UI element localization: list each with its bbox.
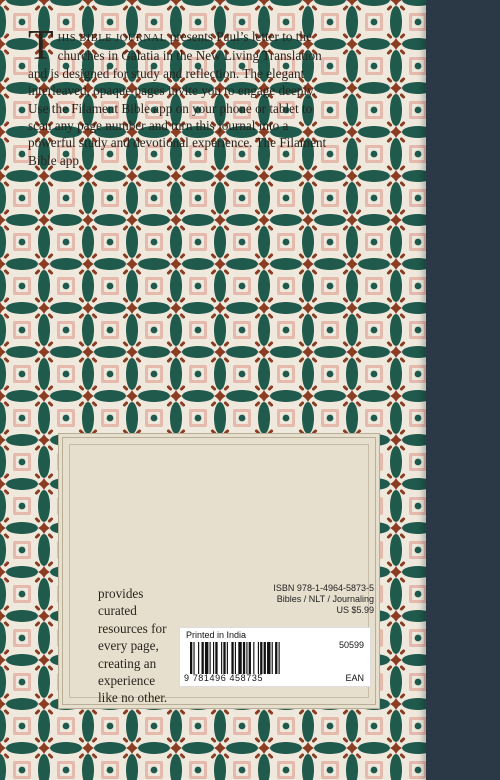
category-line: Bibles / NLT / Journaling — [276, 594, 374, 604]
drop-cap: T — [28, 23, 54, 69]
barcode-digits: 9 781496 458735 — [184, 673, 264, 683]
barcode-box — [179, 627, 371, 687]
description-text — [28, 23, 328, 169]
small-caps-lead: HIS BIBLE JOURNAL — [57, 33, 167, 44]
book-spine — [426, 0, 500, 780]
barcode-addon-number: 50599 — [338, 640, 364, 650]
printed-in-label: Printed in India — [186, 630, 247, 640]
ean-label: EAN — [345, 673, 364, 683]
isbn-block — [230, 583, 374, 616]
price-label: US $5.99 — [336, 605, 374, 615]
barcode-bars — [190, 642, 362, 674]
description-body: presents Paul’s letter to the churches in Galatia in the New Living Translation and is designed for study and reflection. The elegant interleaved, opaque pages invite you to engage deeply. Use the Filament Bible app on your phone or tablet to scan any page number and turn this journal into a powerful study and devotional experience. The Filament Bible app — [28, 29, 327, 168]
description-tail: provides curated resources for every page, creating an experience like no other. — [98, 586, 168, 706]
isbn-number: ISBN 978-1-4964-5873-5 — [273, 583, 374, 593]
